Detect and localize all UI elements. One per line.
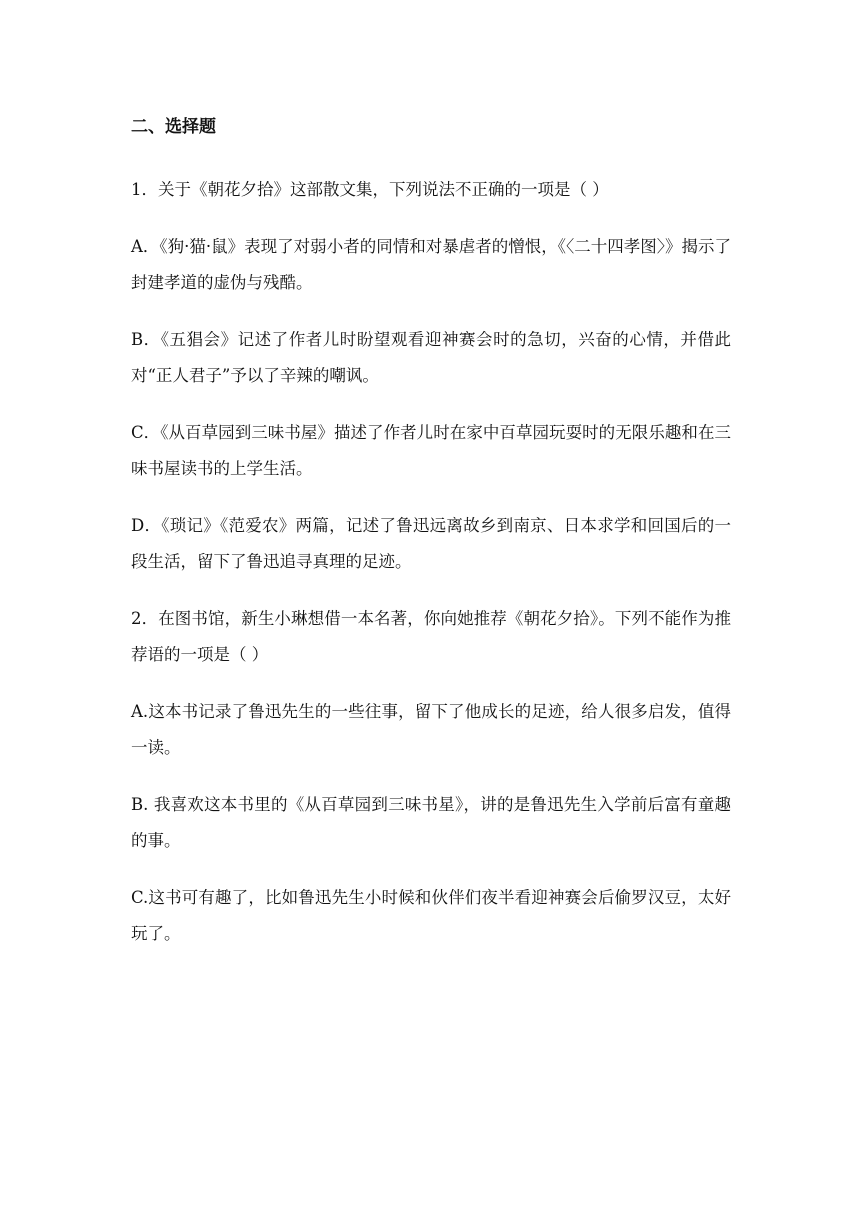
document-content bbox=[131, 112, 731, 973]
question-2-option-a: A.这本书记录了鲁迅先生的一些往事，留下了他成长的足迹，给人很多启发，值得一读。 bbox=[131, 702, 731, 757]
question-2-option-b: B. 我喜欢这本书里的《从百草园到三味书星》，讲的是鲁迅先生入学前后富有童趣的事。 bbox=[131, 795, 731, 850]
section-title: 二、选择题 bbox=[131, 117, 216, 137]
question-1-stem: 1．关于《朝花夕拾》这部散文集，下列说法不正确的一项是（ ） bbox=[131, 180, 609, 199]
question-2-stem: 2．在图书馆，新生小琳想借一本名著，你向她推荐《朝花夕拾》。下列不能作为推荐语的一项是（ ） bbox=[131, 609, 731, 664]
question-2-option-c: C.这书可有趣了，比如鲁迅先生小时候和伙伴们夜半看迎神赛会后偷罗汉豆，太好玩了。 bbox=[131, 888, 731, 943]
question-1-option-a: A．《狗·猫·鼠》表现了对弱小者的同情和对暴虐者的憎恨，《〈二十四孝图〉》揭示了封建孝道的虚伪与残酷。 bbox=[131, 237, 731, 292]
question-1-option-c: C．《从百草园到三味书屋》描述了作者儿时在家中百草园玩耍时的无限乐趣和在三味书屋读书的上学生活。 bbox=[131, 423, 731, 478]
question-1-option-d: D．《琐记》《范爱农》两篇，记述了鲁迅远离故乡到南京、日本求学和回国后的一段生活，留下了鲁迅追寻真理的足迹。 bbox=[131, 516, 731, 571]
question-1-option-b: B．《五猖会》记述了作者儿时盼望观看迎神赛会时的急切，兴奋的心情，并借此对“正人君子”予以了辛辣的嘲讽。 bbox=[131, 330, 731, 385]
